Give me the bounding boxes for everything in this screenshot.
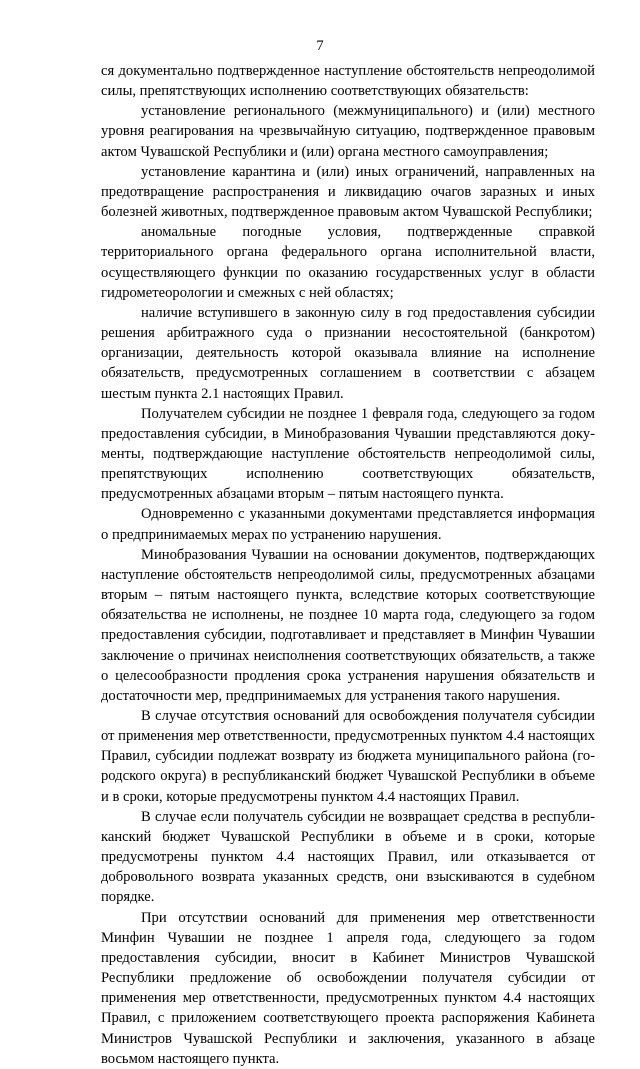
paragraph-subsidy-return: В случае отсутствия оснований для освобождения получателя субсидии от применения мер ответственности, предусмотренных пунктом 4.4 настоящих Правил, субсидии подлежат возврату из бюджета муниципального района (городского округа) в республиканский бюджет Чувашской Республики в объеме и в сроки, которые предусмотрены пунктом 4.4 настоящих Правил. [101,708,595,805]
paragraph-weather: аномальные погодные условия, подтвержденные справкой территориального органа федерального органа исполнительной власти, осуществляющего функции по оказанию государственных услуг в области гидрометеорологии и смежных с ней областях; [101,224,595,301]
paragraph-regional-emergency: установление регионального (межмуниципального) и (или) местного уровня реагирования на чрезвычайную ситуацию, подтвержденное правовым актом Чувашской Республики и (или) органа местного самоуправления; [101,103,595,160]
paragraph-court-recovery: В случае если получатель субсидии не возвращает средства в республиканский бюджет Чувашской Республики в объеме и в сроки, которые предусмотрены пунктом 4.4 настоящих Правил, или отказывается от добровольного возврата указанных средств, они взыскиваются в судебном порядке. [101,808,595,906]
paragraph-continuation: ся документально подтвержденное наступление обстоятельств непреодолимой силы, препятствующих исполнению соответствующих обязательств: [101,63,595,100]
document-body [101,61,595,1069]
paragraph-documents-deadline: Получателем субсидии не позднее 1 февраля года, следующего за годом предоставления субсидии, в Минобразования Чувашии представляются документы, подтверждающие наступление обстоятельств непреодолимой силы, препятствующих исполнению соответствующих обязательств, предусмотренных абзацами вторым – пятым настоящего пункта. [101,405,595,503]
paragraph-measures-info: Одновременно с указанными документами представляется информация о предпринимаемых мерах по устранению нарушения. [101,506,595,543]
paragraph-cabinet-proposal: При отсутствии оснований для применения мер ответственности Минфин Чувашии не позднее 1 апреля года, следующего за годом предоставления субсидии, вносит в Кабинет Министров Чувашской Республики предложение об освобождении получателя субсидии от применения мер ответственности, предусмотренных пунктом 4.4 настоящих Правил, с приложением соответствующего проекта распоряжения Кабинета Министров Чувашской Республики и заключения, указанного в абзаце восьмом настоящего пункта. [101,909,595,1067]
page-number: 7 [316,38,324,54]
paragraph-ministry-conclusion: Минобразования Чувашии на основании документов, подтверждающих наступление обстоятельств непреодолимой силы, предусмотренных абзацами вторым – пятым настоящего пункта, вследствие которых соответствующие обязательства не исполнены, не позднее 10 марта года, следующего за годом предоставления субсидии, подготавливает и представляет в Минфин Чувашии заключение о причинах неисполнения соответствующих обязательств, а также о целесообразности продления срока устранения нарушения обязательств и достаточности мер, предпринимаемых для устранения такого нарушения. [101,546,595,704]
paragraph-quarantine: установление карантина и (или) иных ограничений, направленных на предотвращение распространения и ликвидацию очагов заразных и иных болезней животных, подтвержденное правовым актом Чувашской Республики; [101,163,595,221]
paragraph-bankruptcy: наличие вступившего в законную силу в год предоставления субсидии решения арбитражного суда о признании несостоятельной (банкротом) организации, деятельность которой оказывала влияние на исполнение обязательств, предусмотренных соглашением в соответствии с абзацем шестым пункта 2.1 настоящих Правил. [101,304,595,402]
